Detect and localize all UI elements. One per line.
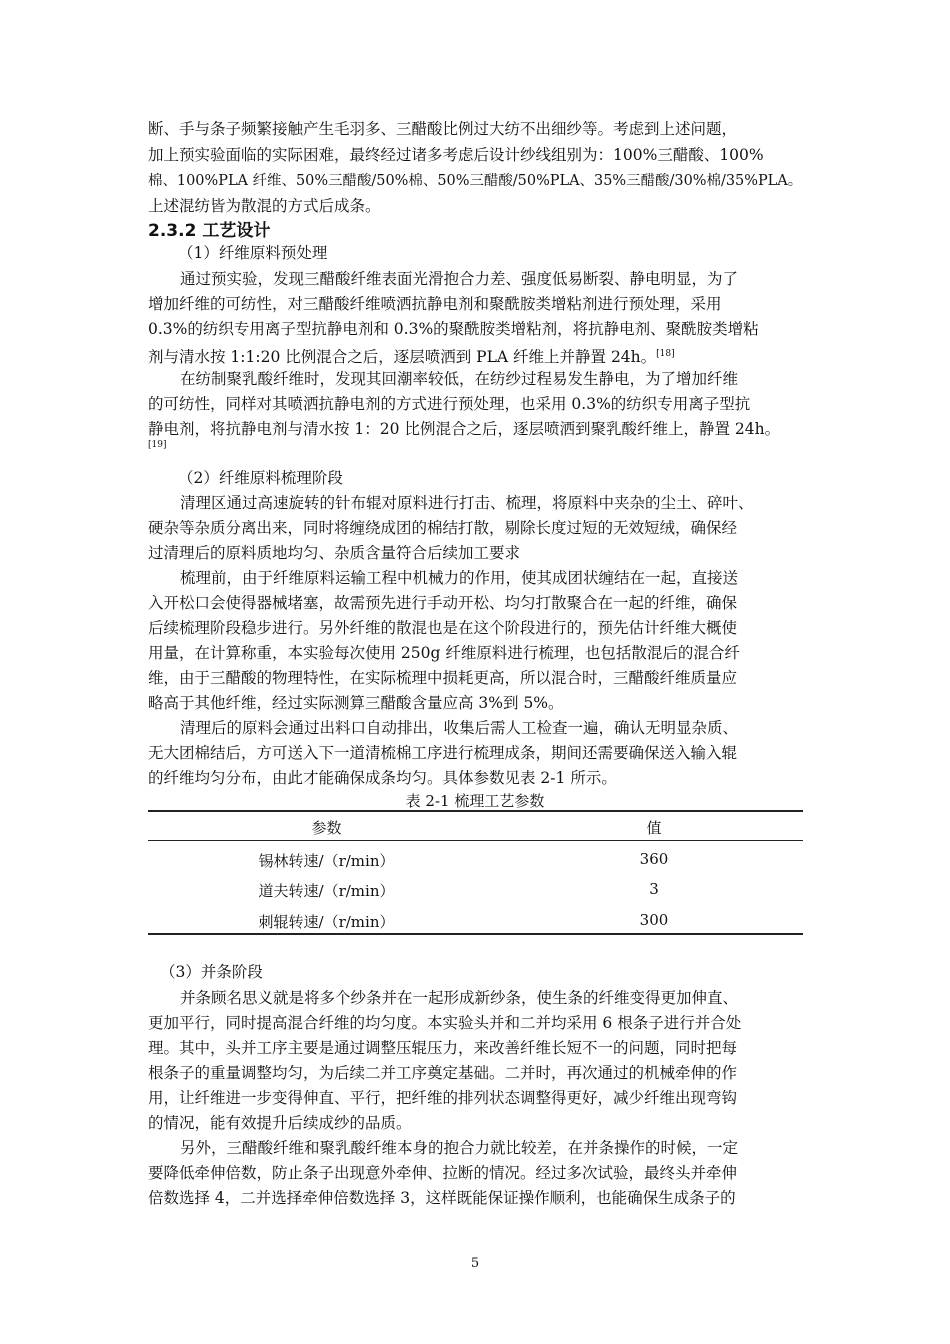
page-number: 5 — [470, 1256, 480, 1271]
subsection-title: （1）纤维原料预处理 — [178, 244, 328, 262]
body-line: 用，让纤维进一步变得伸直、平行，把纤维的排列状态调整得更好，减少纤维出现弯钩 — [148, 1089, 738, 1107]
body-line: 倍数选择 4，二并选择牵伸倍数选择 3，这样既能保证操作顺利，也能确保生成条子的 — [148, 1189, 736, 1207]
body-line: 入开松口会使得器械堵塞，故需预先进行手动开松、均匀打散聚合在一起的纤维，确保 — [148, 594, 738, 612]
body-line: 过清理后的原料质地均匀、杂质含量符合后续加工要求 — [148, 544, 521, 562]
table-header-param: 参数 — [311, 819, 342, 837]
table-header-rule — [148, 840, 803, 841]
body-line: 棉、100%PLA 纤维、50%三醋酸/50%棉、50%三醋酸/50%PLA、35%三醋酸/30%棉/35%PLA。 — [148, 173, 803, 189]
table-cell-param: 刺辊转速/（r/min） — [258, 913, 395, 931]
body-line: 的情况，能有效提升后续成纱的品质。 — [148, 1114, 412, 1132]
subsection-title: （2）纤维原料梳理阶段 — [178, 469, 343, 487]
citation-ref: [19] — [148, 440, 167, 450]
table-header-value: 值 — [646, 819, 662, 837]
body-line: 用量，在计算称重，本实验每次使用 250g 纤维原料进行梳理，也包括散混后的混合纤 — [148, 644, 740, 662]
body-line: 在纺制聚乳酸纤维时，发现其回潮率较低，在纺纱过程易发生静电，为了增加纤维 — [180, 370, 739, 388]
subsection-title: （3）并条阶段 — [160, 963, 263, 981]
table-cell-value: 3 — [649, 880, 659, 898]
table-bottom-rule — [148, 933, 803, 935]
body-line: 清理区通过高速旋转的针布辊对原料进行打击、梳理，将原料中夹杂的尘土、碎叶、 — [180, 494, 754, 512]
body-line: 增加纤维的可纺性，对三醋酸纤维喷洒抗静电剂和聚酰胺类增粘剂进行预处理，采用 — [148, 295, 722, 313]
table-top-rule — [148, 810, 803, 812]
body-line: 并条顾名思义就是将多个纱条并在一起形成新纱条，使生条的纤维变得更加伸直、 — [180, 989, 739, 1007]
table-cell-param: 道夫转速/（r/min） — [258, 882, 395, 900]
body-line: 梳理前，由于纤维原料运输工程中机械力的作用，使其成团状缠结在一起，直接送 — [180, 569, 739, 587]
body-line: 清理后的原料会通过出料口自动排出，收集后需人工检查一遍，确认无明显杂质、 — [180, 719, 739, 737]
body-line-text: 剂与清水按 1:1:20 比例混合之后，逐层喷洒到 PLA 纤维上并静置 24h。 — [148, 348, 657, 366]
body-line — [148, 344, 675, 367]
table-cell-value: 360 — [639, 850, 669, 868]
section-heading: 2.3.2 工艺设计 — [148, 221, 271, 241]
table-caption: 表 2-1 梳理工艺参数 — [405, 792, 545, 810]
body-line: 另外，三醋酸纤维和聚乳酸纤维本身的抱合力就比较差，在并条操作的时候，一定 — [180, 1139, 739, 1157]
body-line: 通过预实验，发现三醋酸纤维表面光滑抱合力差、强度低易断裂、静电明显，为了 — [180, 270, 739, 288]
body-line: 略高于其他纤维，经过实际测算三醋酸含量应高 3%到 5%。 — [148, 694, 564, 712]
citation-ref: [18] — [656, 349, 675, 359]
body-line: 的纤维均匀分布，由此才能确保成条均匀。具体参数见表 2-1 所示。 — [148, 769, 617, 787]
body-line: 更加平行，同时提高混合纤维的均匀度。本实验头并和二并均采用 6 根条子进行并合处 — [148, 1014, 742, 1032]
body-line: 硬杂等杂质分离出来，同时将缠绕成团的棉结打散，剔除长度过短的无效短绒，确保经 — [148, 519, 738, 537]
body-line: 静电剂，将抗静电剂与清水按 1：20 比例混合之后，逐层喷洒到聚乳酸纤维上，静置 24h。 — [148, 420, 781, 438]
table-cell-value: 300 — [639, 911, 669, 929]
body-line: 要降低牵伸倍数，防止条子出现意外牵伸、拉断的情况。经过多次试验，最终头并牵伸 — [148, 1164, 738, 1182]
body-line: 后续梳理阶段稳步进行。另外纤维的散混也是在这个阶段进行的，预先估计纤维大概使 — [148, 619, 738, 637]
body-line: 0.3%的纺织专用离子型抗静电剂和 0.3%的聚酰胺类增粘剂，将抗静电剂、聚酰胺类增粘 — [148, 320, 759, 338]
table-cell-param: 锡林转速/（r/min） — [258, 852, 395, 870]
body-line: 根条子的重量调整均匀，为后续二并工序奠定基础。二并时，再次通过的机械牵伸的作 — [148, 1064, 738, 1082]
body-line: 加上预实验面临的实际困难，最终经过诸多考虑后设计纱线组别为：100%三醋酸、100% — [148, 146, 764, 164]
body-line: 的可纺性，同样对其喷洒抗静电剂的方式进行预处理，也采用 0.3%的纺织专用离子型抗 — [148, 395, 751, 413]
body-line: 维，由于三醋酸的物理特性，在实际梳理中损耗更高，所以混合时，三醋酸纤维质量应 — [148, 669, 738, 687]
body-line: 断、手与条子频繁接触产生毛羽多、三醋酸比例过大纺不出细纱等。考虑到上述问题， — [148, 120, 738, 138]
body-line: 理。其中，头并工序主要是通过调整压辊压力，来改善纤维长短不一的问题，同时把每 — [148, 1039, 738, 1057]
body-line: 上述混纺皆为散混的方式后成条。 — [148, 197, 381, 215]
body-line: 无大团棉结后，方可送入下一道清梳棉工序进行梳理成条，期间还需要确保送入输入辊 — [148, 744, 738, 762]
